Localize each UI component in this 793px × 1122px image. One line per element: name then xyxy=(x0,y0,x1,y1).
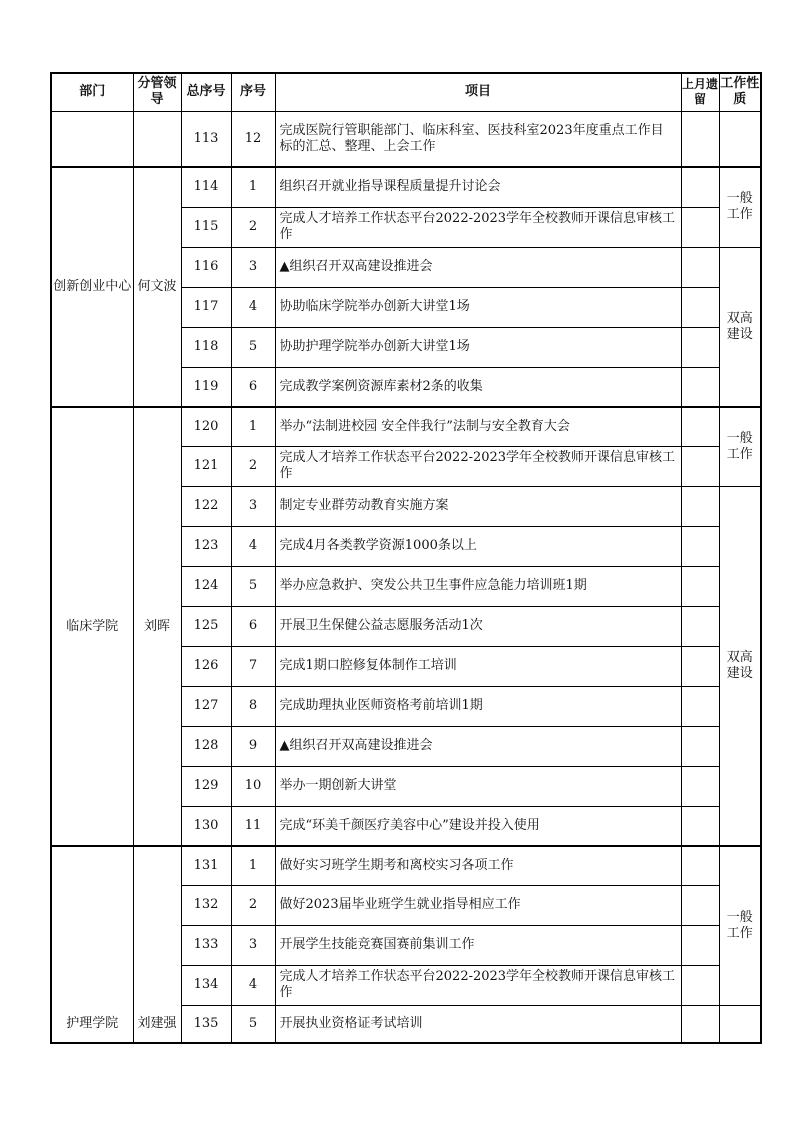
total-no-cell: 120 xyxy=(181,407,231,446)
project-cell: 开展执业资格证考试培训 xyxy=(275,1005,681,1043)
project-cell: 开展卫生保健公益志愿服务活动1次 xyxy=(275,606,681,646)
table-row xyxy=(51,167,761,207)
project-cell: 完成医院行管职能部门、临床科室、医技科室2023年度重点工作目标的汇总、整理、上会工作 xyxy=(275,111,681,167)
dept-cell: 临床学院 xyxy=(51,407,133,846)
project-cell: 开展学生技能竞赛国赛前集训工作 xyxy=(275,925,681,965)
total-no-cell: 128 xyxy=(181,726,231,766)
carryover-cell xyxy=(681,726,719,766)
nature-cell: 一般工作 xyxy=(719,407,761,486)
work-plan-table xyxy=(50,72,762,1044)
carryover-cell xyxy=(681,566,719,606)
carryover-cell xyxy=(681,606,719,646)
project-cell: 完成人才培养工作状态平台2022-2023学年全校教师开课信息审核工作 xyxy=(275,446,681,486)
carryover-cell xyxy=(681,526,719,566)
carryover-cell xyxy=(681,646,719,686)
project-cell: 举办应急救护、突发公共卫生事件应急能力培训班1期 xyxy=(275,566,681,606)
carryover-cell xyxy=(681,846,719,885)
header-dept: 部门 xyxy=(51,73,133,111)
seq-no-cell: 5 xyxy=(231,566,275,606)
table-row xyxy=(51,111,761,167)
carryover-cell xyxy=(681,1005,719,1043)
total-no-cell: 114 xyxy=(181,167,231,207)
total-no-cell: 117 xyxy=(181,287,231,327)
seq-no-cell: 3 xyxy=(231,925,275,965)
seq-no-cell: 6 xyxy=(231,367,275,407)
seq-no-cell: 5 xyxy=(231,327,275,367)
project-cell: ▲组织召开双高建设推进会 xyxy=(275,247,681,287)
total-no-cell: 134 xyxy=(181,965,231,1005)
nature-cell: 一般工作 xyxy=(719,167,761,247)
leader-cell: 刘建强 xyxy=(133,846,181,1043)
total-no-cell: 115 xyxy=(181,207,231,247)
nature-cell: 双高建设 xyxy=(719,247,761,407)
header-row xyxy=(51,73,761,111)
project-cell: 组织召开就业指导课程质量提升讨论会 xyxy=(275,167,681,207)
header-leader: 分管领导 xyxy=(133,73,181,111)
total-no-cell: 126 xyxy=(181,646,231,686)
carryover-cell xyxy=(681,806,719,846)
header-carryover: 上月遗留 xyxy=(681,73,719,111)
seq-no-cell: 7 xyxy=(231,646,275,686)
project-cell: 做好实习班学生期考和离校实习各项工作 xyxy=(275,846,681,885)
total-no-cell: 113 xyxy=(181,111,231,167)
carryover-cell xyxy=(681,965,719,1005)
project-cell: 做好2023届毕业班学生就业指导相应工作 xyxy=(275,885,681,925)
seq-no-cell: 4 xyxy=(231,526,275,566)
dept-cell: 护理学院 xyxy=(51,846,133,1043)
project-cell: 举办一期创新大讲堂 xyxy=(275,766,681,806)
seq-no-cell: 5 xyxy=(231,1005,275,1043)
total-no-cell: 127 xyxy=(181,686,231,726)
seq-no-cell: 1 xyxy=(231,167,275,207)
seq-no-cell: 3 xyxy=(231,247,275,287)
total-no-cell: 132 xyxy=(181,885,231,925)
seq-no-cell: 9 xyxy=(231,726,275,766)
project-cell: 完成教学案例资源库素材2条的收集 xyxy=(275,367,681,407)
carryover-cell xyxy=(681,446,719,486)
leader-cell xyxy=(133,111,181,167)
carryover-cell xyxy=(681,885,719,925)
total-no-cell: 119 xyxy=(181,367,231,407)
total-no-cell: 130 xyxy=(181,806,231,846)
total-no-cell: 133 xyxy=(181,925,231,965)
carryover-cell xyxy=(681,925,719,965)
project-cell: 完成1期口腔修复体制作工培训 xyxy=(275,646,681,686)
total-no-cell: 129 xyxy=(181,766,231,806)
seq-no-cell: 2 xyxy=(231,207,275,247)
nature-cell xyxy=(719,111,761,167)
seq-no-cell: 6 xyxy=(231,606,275,646)
project-cell: 完成“环美千颜医疗美容中心”建设并投入使用 xyxy=(275,806,681,846)
project-cell: 完成人才培养工作状态平台2022-2023学年全校教师开课信息审核工作 xyxy=(275,965,681,1005)
header-seq-no: 序号 xyxy=(231,73,275,111)
seq-no-cell: 4 xyxy=(231,965,275,1005)
total-no-cell: 125 xyxy=(181,606,231,646)
seq-no-cell: 11 xyxy=(231,806,275,846)
seq-no-cell: 8 xyxy=(231,686,275,726)
project-cell: 制定专业群劳动教育实施方案 xyxy=(275,486,681,526)
project-cell: 协助临床学院举办创新大讲堂1场 xyxy=(275,287,681,327)
seq-no-cell: 3 xyxy=(231,486,275,526)
total-no-cell: 122 xyxy=(181,486,231,526)
nature-cell: 一般工作 xyxy=(719,846,761,1005)
seq-no-cell: 4 xyxy=(231,287,275,327)
carryover-cell xyxy=(681,287,719,327)
total-no-cell: 124 xyxy=(181,566,231,606)
leader-cell: 何文波 xyxy=(133,167,181,407)
header-total-no: 总序号 xyxy=(181,73,231,111)
total-no-cell: 123 xyxy=(181,526,231,566)
carryover-cell xyxy=(681,247,719,287)
project-cell: 举办“法制进校园 安全伴我行”法制与安全教育大会 xyxy=(275,407,681,446)
total-no-cell: 116 xyxy=(181,247,231,287)
carryover-cell xyxy=(681,327,719,367)
carryover-cell xyxy=(681,686,719,726)
project-cell: 完成人才培养工作状态平台2022-2023学年全校教师开课信息审核工作 xyxy=(275,207,681,247)
header-project: 项目 xyxy=(275,73,681,111)
table-row xyxy=(51,846,761,885)
project-cell: ▲组织召开双高建设推进会 xyxy=(275,726,681,766)
carryover-cell xyxy=(681,407,719,446)
dept-cell: 创新创业中心 xyxy=(51,167,133,407)
nature-cell: 双高建设 xyxy=(719,486,761,846)
project-cell: 完成助理执业医师资格考前培训1期 xyxy=(275,686,681,726)
carryover-cell xyxy=(681,111,719,167)
seq-no-cell: 2 xyxy=(231,885,275,925)
project-cell: 协助护理学院举办创新大讲堂1场 xyxy=(275,327,681,367)
seq-no-cell: 1 xyxy=(231,407,275,446)
seq-no-cell: 10 xyxy=(231,766,275,806)
dept-cell xyxy=(51,111,133,167)
header-nature: 工作性质 xyxy=(719,73,761,111)
total-no-cell: 135 xyxy=(181,1005,231,1043)
carryover-cell xyxy=(681,367,719,407)
carryover-cell xyxy=(681,167,719,207)
carryover-cell xyxy=(681,766,719,806)
total-no-cell: 131 xyxy=(181,846,231,885)
table-row xyxy=(51,407,761,446)
nature-cell xyxy=(719,1005,761,1043)
total-no-cell: 118 xyxy=(181,327,231,367)
carryover-cell xyxy=(681,207,719,247)
carryover-cell xyxy=(681,486,719,526)
seq-no-cell: 2 xyxy=(231,446,275,486)
project-cell: 完成4月各类教学资源1000条以上 xyxy=(275,526,681,566)
seq-no-cell: 1 xyxy=(231,846,275,885)
leader-cell: 刘晖 xyxy=(133,407,181,846)
total-no-cell: 121 xyxy=(181,446,231,486)
seq-no-cell: 12 xyxy=(231,111,275,167)
